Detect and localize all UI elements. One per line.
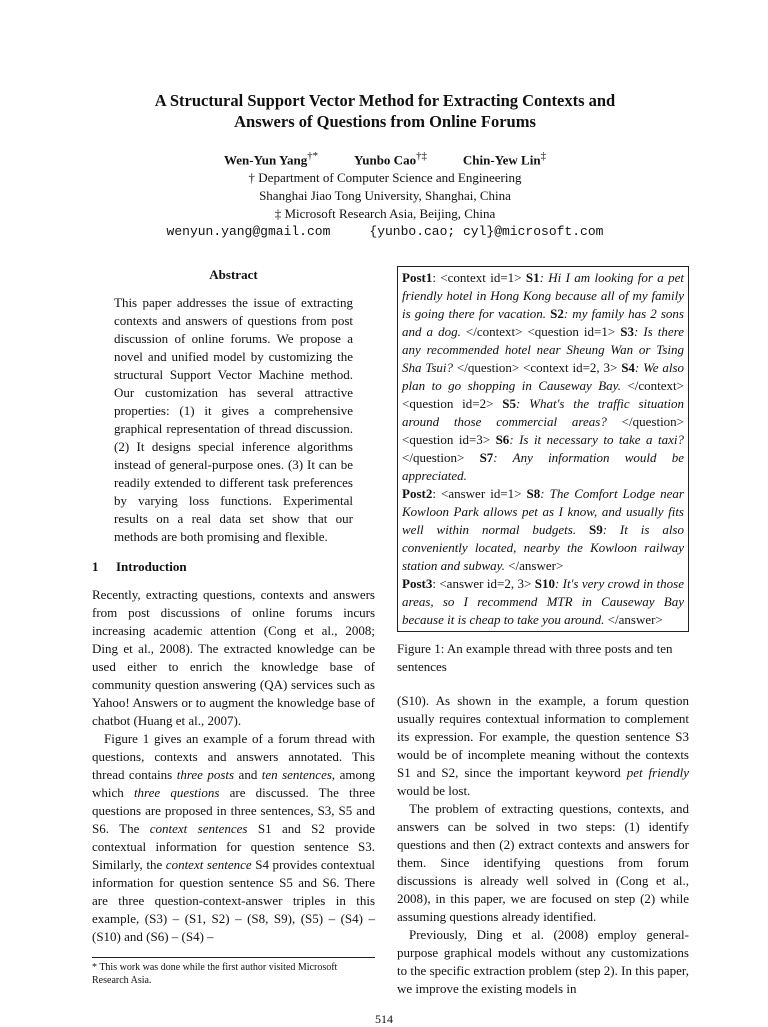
intro-paragraph-2: Figure 1 gives an example of a forum thread with questions, contexts and answers annotated. This thread contains three posts and ten sentences, among which three questions are discussed. The three questions are proposed in three sentences, S3, S5 and S6. The context sentences S1 and S2 provide contextual information for question sentence S3. Similarly, the context sentence S4 provides contextual information for question sentence S5 and S6. There are three question-context-answer triples in this example, (S3) – (S1, S2) – (S8, S9), (S5) – (S4) – (S10) and (S6) – (S4) – (92, 731, 376, 944)
page-number: 514 (375, 1012, 393, 1026)
author-names (90, 147, 680, 169)
abstract-text: This paper addresses the issue of extracting contexts and answers of questions from post discussion of online forums. We propose a novel and unified model by customizing the structural Support Vector Machine method. Our customization has several attractive properties: (1) it gives a comprehensive graphical representation of thread discussion. (2) It designs special inference algorithms instead of general-purpose ones. (3) It can be readily extended to different task preferences by varying loss functions. Experimental results on a real data set show that our methods are both promising and flexible. (114, 295, 353, 544)
author-block (90, 147, 680, 241)
left-column (92, 266, 375, 946)
section-number: 1 (92, 559, 99, 574)
author-1: Wen-Yun Yang (224, 152, 308, 168)
section-heading-introduction (92, 558, 375, 576)
title-line-2: Answers of Questions from Online Forums (234, 112, 536, 131)
body-paragraph-3: Previously, Ding et al. (2008) employ general-purpose graphical models without any customizations to the specific extraction problem (step 2). In this paper, we improve the existing models in (397, 927, 689, 996)
intro-paragraph-1: Recently, extracting questions, contexts and answers from post discussions of online forums incurs increasing academic attention (Cong et al., 2008; Ding et al., 2008). The extracted knowledge can be used either to enrich the knowledge base of community question answering (QA) services such as Yahoo! Answers or to augment the knowledge base of chatbot (Huang et al., 2007). (92, 587, 375, 728)
footnote: * This work was done while the first author visited Microsoft Research Asia. (92, 957, 375, 987)
author-emails (90, 223, 680, 241)
author-3-mark: ‡ (540, 150, 546, 162)
figure-1-caption: Figure 1: An example thread with three posts and ten sentences (397, 641, 673, 674)
right-column (397, 266, 689, 998)
email-2: {yunbo.cao; cyl}@microsoft.com (369, 224, 604, 240)
abstract-heading: Abstract (209, 267, 258, 282)
author-2-mark: †‡ (416, 150, 427, 162)
section-title: Introduction (116, 559, 187, 574)
author-1-mark: †* (307, 150, 319, 162)
title-line-1: A Structural Support Vector Method for Extracting Contexts and (154, 91, 616, 110)
body-paragraph-1: (S10). As shown in the example, a forum question usually requires contextual information to complement its expression. For example, the question sentence S3 would be of incomplete meaning without the contexts S1 and S2, since the important keyword pet friendly would be lost. (397, 693, 689, 798)
affiliation-2: Shanghai Jiao Tong University, Shanghai, China (259, 188, 511, 204)
affiliation-1: † Department of Computer Science and Engineering (248, 170, 522, 186)
paper-title (90, 90, 680, 132)
author-2: Yunbo Cao (354, 152, 417, 168)
author-3: Chin-Yew Lin (462, 152, 541, 168)
body-paragraph-2: The problem of extracting questions, contexts, and answers can be solved in two steps: (1) identify questions and then (2) extract contexts and answers for them. Since identifying questions from forum discussions is already well solved in (Cong et al., 2008), in this paper, we are focused on step (2) while assuming questions already identified. (397, 801, 689, 924)
affiliation-3: ‡ Microsoft Research Asia, Beijing, China (274, 206, 496, 222)
email-1: wenyun.yang@gmail.com (166, 224, 331, 240)
figure-1-thread-box: Post1: <context id=1> S1: Hi I am looking for a pet friendly hotel in Hong Kong because all of my family is going there for vacation. S2: my family has 2 sons and a dog. </context> <question id=1> S3: Is there any recommended hotel near Sheung Wan or Tsing Sha Tsui? </question> <context id=2, 3> S4: We also plan to go shopping in Causeway Bay. </context> <question id=2> S5: What's the traffic situation around those commercial areas? </question> <question id=3> S6: Is it necessary to take a taxi? </question> S7: Any information would be appreciated. Post2: <answer id=1> S8: The Comfort Lodge near Kowloon Park allows pet as I know, and usually fits well within normal budgets. S9: It is also conveniently located, nearby the Kowloon railway station and subway. </answer> Post3: <answer id=2, 3> S10: It's very crowd in those areas, so I recommend MTR in Causeway Bay because it is cheap to take you around. </answer> (397, 266, 689, 632)
